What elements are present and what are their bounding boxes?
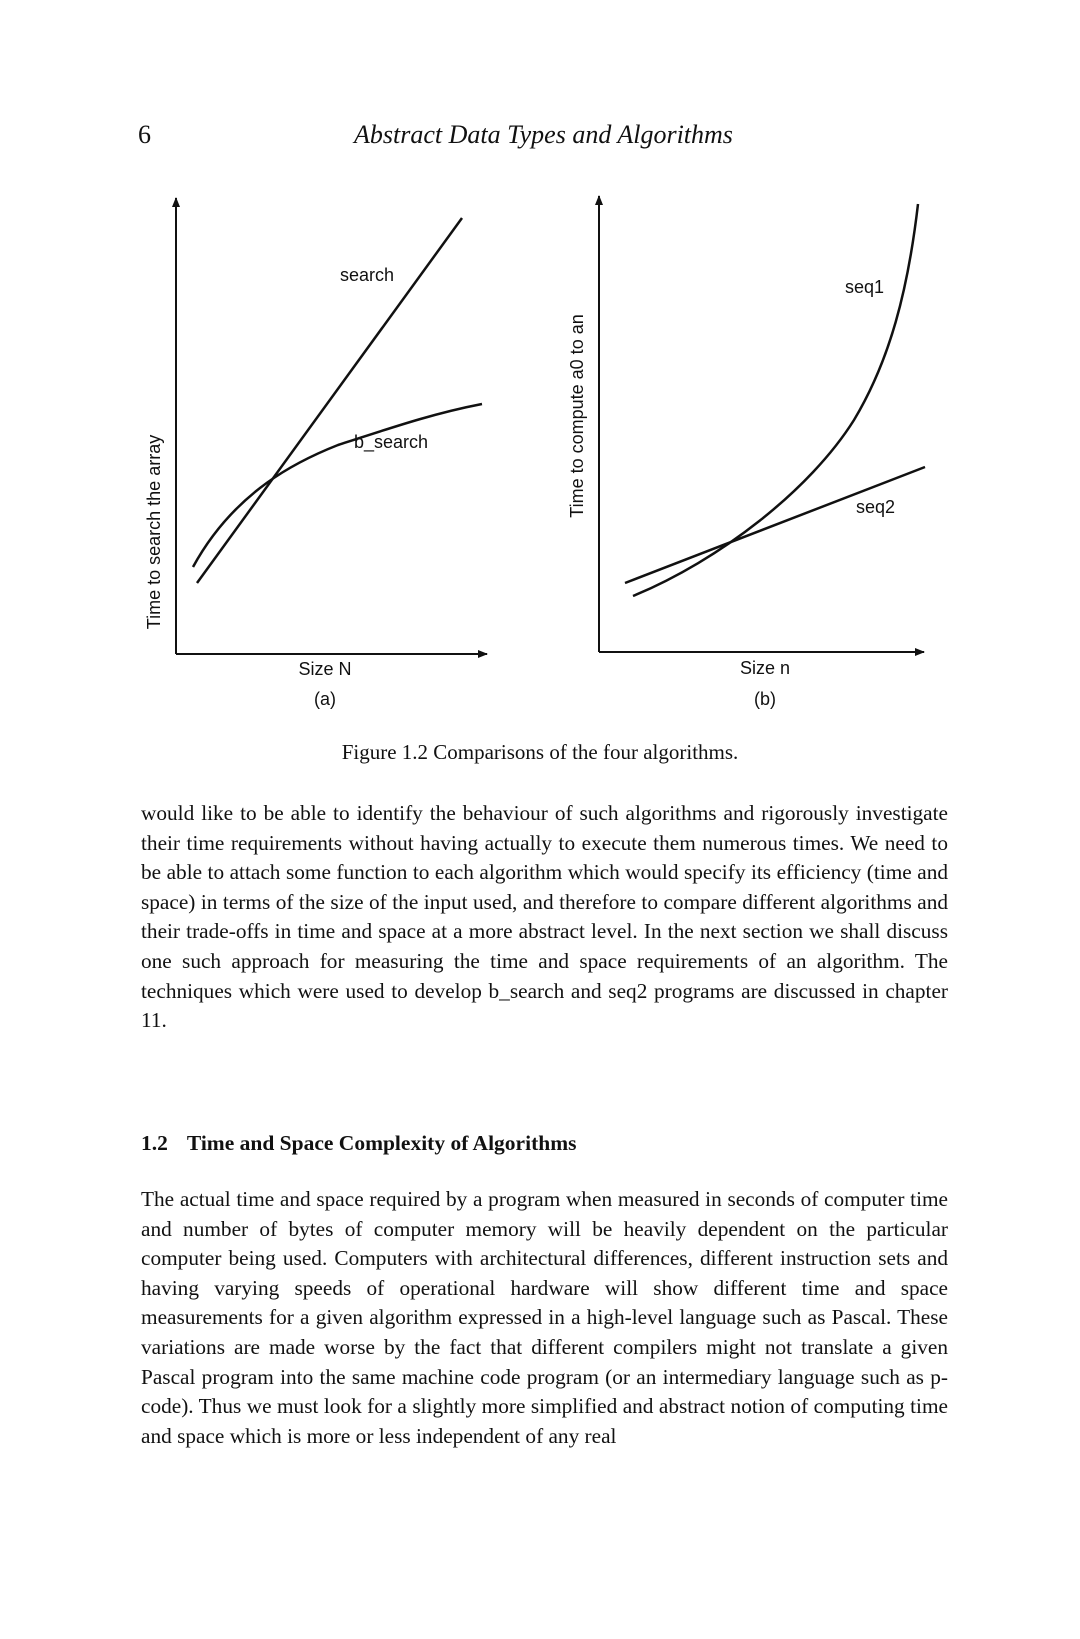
b-search-curve: [193, 404, 482, 567]
paragraph-1: would like to be able to identify the behaviour of such algorithms and rigorously investigate their time requirements without having actually to execute them numerous times. We need to be able to attach some function to each algorithm which would specify its efficiency (time and space) in terms of the size of the input used, and therefore to compare different algorithms and their trade-offs in time and space at a more abstract level. In the next section we shall discuss one such approach for measuring the time and space requirements of an algorithm. The techniques which were used to develop b_search and seq2 programs are discussed in chapter 11.: [141, 801, 948, 1033]
seq2-curve-label: seq2: [856, 497, 896, 517]
figure-caption: Figure 1.2 Comparisons of the four algorithms.: [341, 740, 739, 764]
panel-b-x-axis-label: Size n: [739, 658, 791, 678]
panel-a-sublabel: (a): [314, 689, 336, 709]
running-head: [0, 120, 1080, 160]
section-number: 1.2: [141, 1131, 168, 1155]
panel-a-y-axis-label: Time to search the array: [144, 434, 164, 630]
paragraph-2: The actual time and space required by a program when measured in seconds of computer time and number of bytes of computer memory will be heavily dependent on the particular computer being used. Computers with architectural differences, different instruction sets and having varying speeds of operational hardware will show different time and space measurements for a given algorithm expressed in a high-level language such as Pascal. These variations are made worse by the fact that different compilers might not translate a given Pascal program into the same machine code program (or an intermediary language such as p-code). Thus we must look for a slightly more simplified and abstract notion of computing time and space which is more or less independent of any real: [141, 1187, 948, 1448]
page-number: 6: [138, 120, 151, 149]
running-title: Abstract Data Types and Algorithms: [354, 120, 733, 149]
section-title: Time and Space Complexity of Algorithms: [186, 1131, 577, 1155]
figure: [0, 190, 1080, 730]
seq1-curve: [633, 204, 918, 596]
panel-b: [567, 196, 925, 709]
seq2-curve: [625, 467, 925, 583]
panel-a: [144, 198, 487, 709]
panel-a-x-axis-label: Size N: [298, 659, 352, 679]
figure-svg: [0, 190, 1080, 730]
search-curve: [197, 218, 462, 583]
panel-b-y-axis-label: Time to compute a0 to an: [567, 314, 587, 518]
b-search-curve-label: b_search: [354, 432, 429, 452]
search-curve-label: search: [340, 265, 395, 285]
seq1-curve-label: seq1: [845, 277, 885, 297]
section-heading: [141, 1131, 576, 1156]
panel-b-sublabel: (b): [754, 689, 776, 709]
